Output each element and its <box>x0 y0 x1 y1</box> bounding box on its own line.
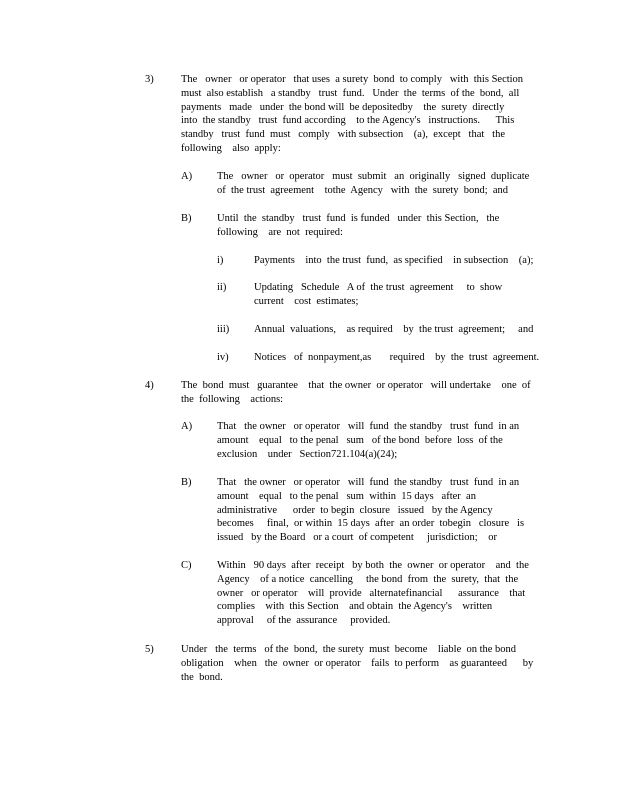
item-number: 3) <box>145 74 154 85</box>
item-text: Under the terms of the bond, the surety must become liable on the bond obligation when the owner or operator fails to perform as guaranteed by the bond. <box>181 644 534 683</box>
subitem-label: A) <box>181 421 193 432</box>
subsubitem-label: i) <box>217 255 224 266</box>
subitem-label: B) <box>181 213 192 224</box>
subitem-text: Within 90 days after receipt by both the owner or operator and the Agency of a notice cancelling the bond from the surety, that the owner or operator will provide alternatefinancial assurance that complies with this Section and obtain the Agency's written approval of the assurance provided. <box>217 560 529 627</box>
item-number: 5) <box>145 644 154 655</box>
subsubitem-label: iv) <box>217 352 229 363</box>
subsubitem-text: Notices of nonpayment,as required by the trust agreement. <box>254 352 540 363</box>
subitem-label: C) <box>181 560 192 571</box>
subitem-text: That the owner or operator will fund the standby trust fund in an amount equal to the penal sum of the bond before loss of the exclusion under Section721.104(a)(24); <box>217 421 520 460</box>
subsubitem-text: Updating Schedule A of the trust agreement to show current cost estimates; <box>254 282 503 307</box>
subitem-text: That the owner or operator will fund the standby trust fund in an amount equal to the penal sum within 15 days after an administrative order to begin closure issued by the Agency becomes final, or within 15 days after an order tobegin closure is issued by the Board or a court of competent jurisdiction; or <box>217 477 525 544</box>
subitem-label: B) <box>181 477 192 488</box>
subsubitem-text: Payments into the trust fund, as specified in subsection (a); <box>254 255 534 266</box>
subsubitem-label: ii) <box>217 282 227 293</box>
subitem-text: The owner or operator must submit an originally signed duplicate of the trust agreement tothe Agency with the surety bond; and <box>217 171 530 196</box>
subitem-text: Until the standby trust fund is funded under this Section, the following are not required: <box>217 213 500 238</box>
item-text: The owner or operator that uses a surety bond to comply with this Section must also establish a standby trust fund. Under the terms of the bond, all payments made under the bond will be depositedby the surety directly into the standby trust fund according to the Agency's instructions. This standby trust fund must comply with subsection (a), except that the following also apply: <box>181 74 524 154</box>
subitem-label: A) <box>181 171 193 182</box>
item-text: The bond must guarantee that the owner or operator will undertake one of the following actions: <box>181 380 531 405</box>
subsubitem-label: iii) <box>217 324 230 335</box>
item-number: 4) <box>145 380 154 391</box>
subsubitem-text: Annual valuations, as required by the trust agreement; and <box>254 324 534 335</box>
